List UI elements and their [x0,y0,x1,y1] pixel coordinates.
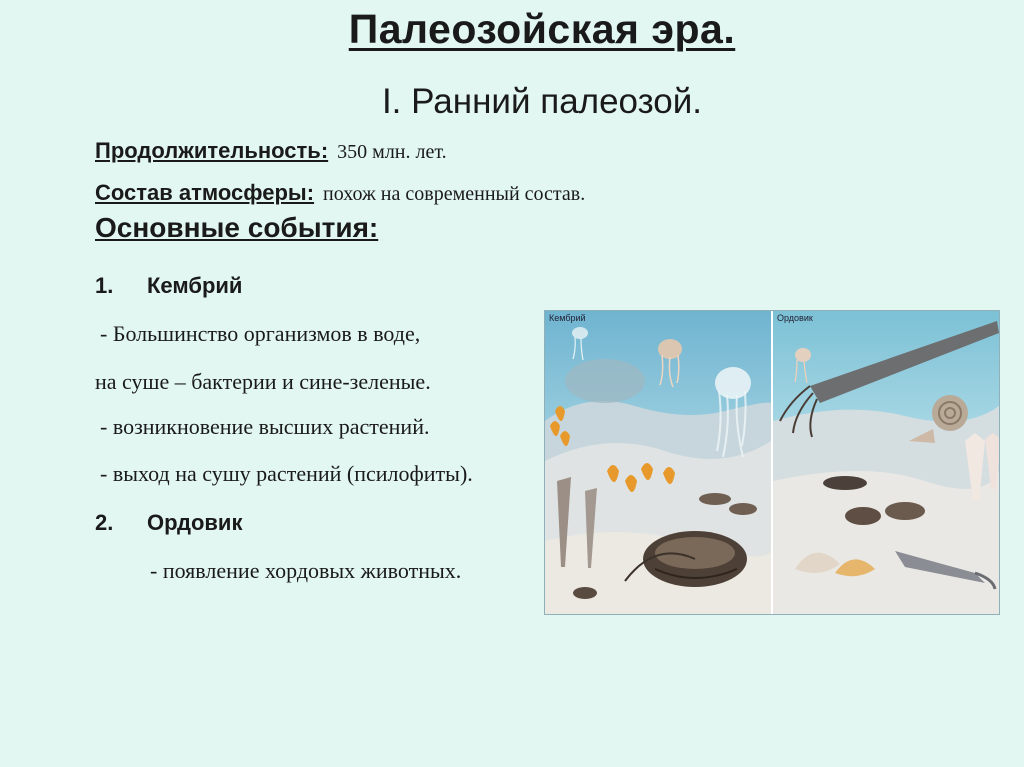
list-item: - появление хордовых животных. [150,558,462,583]
ordovician-panel [773,311,999,614]
list-item: - Большинство организмов в воде, [100,321,421,346]
duration-row [95,138,447,164]
atmosphere-label: Состав атмосферы: [95,180,315,205]
paleozoic-sea-illustration [544,310,1000,615]
rock-shape [565,359,645,403]
period-number: 1. [95,273,114,298]
cambrian-panel-label: Кембрий [549,313,586,323]
slide-subtitle: I. Ранний палеозой. [381,82,703,121]
period-name: Кембрий [147,273,243,298]
period-number: 2. [95,510,114,535]
list-item: на суше – бактерии и сине-зеленые. [95,369,431,394]
cambrian-panel [545,311,773,614]
list-item: - возникновение высших растений. [100,414,430,439]
ordovician-panel-label: Ордовик [777,313,813,323]
events-heading: Основные события: [95,212,379,243]
period-ordovician-heading [95,510,242,536]
illustration-svg [545,311,999,614]
period-name: Ордовик [147,510,243,535]
atmosphere-row [95,180,585,206]
slide-title: Палеозойская эра. [348,6,736,52]
list-item: - выход на сушу растений (псилофиты). [100,461,473,486]
atmosphere-value: похож на современный состав. [323,183,586,205]
duration-value: 350 млн. лет. [337,141,447,163]
duration-label: Продолжительность: [95,138,329,163]
period-cambrian-heading [95,273,242,299]
